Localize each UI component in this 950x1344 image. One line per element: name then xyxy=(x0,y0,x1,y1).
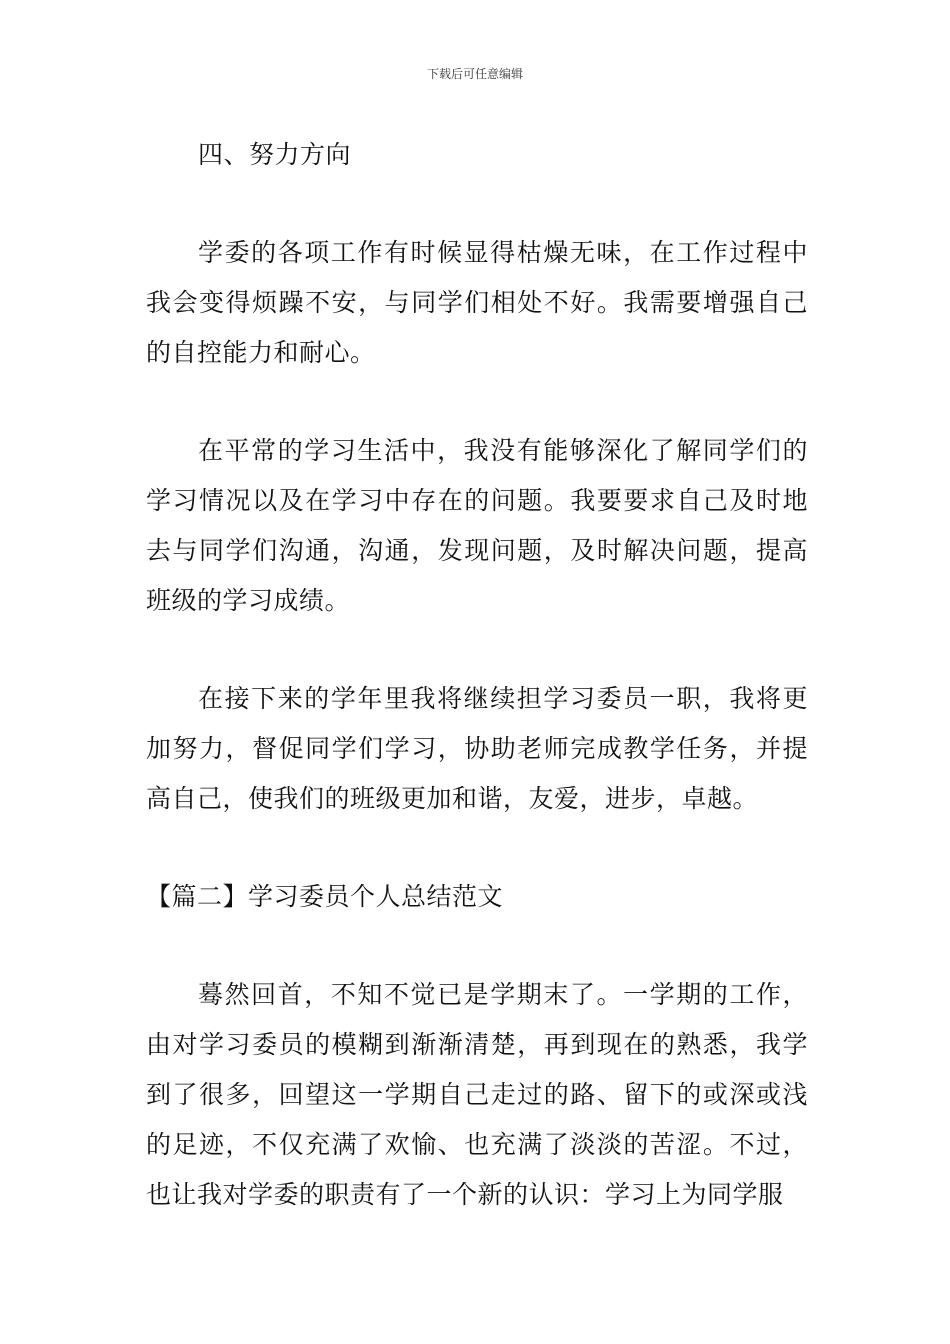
page-header-note: 下载后可任意编辑 xyxy=(426,67,523,81)
paragraph-looking-back: 蓦然回首，不知不觉已是学期末了。一学期的工作，由对学习委员的模糊到渐渐清楚，再到现在的熟悉，我学到了很多，回望这一学期自己走过的路、留下的或深或浅的足迹，不仅充满了欢愉、也充满了淡淡的苦涩。不过，也让我对学委的职责有了一个新的认识：学习上为同学服 xyxy=(146,980,808,1209)
paragraph-self-control: 学委的各项工作有时候显得枯燥无味，在工作过程中我会变得烦躁不安，与同学们相处不好。我需要增强自己的自控能力和耐心。 xyxy=(146,238,808,367)
article-title: 【篇二】学习委员个人总结范文 xyxy=(146,882,504,911)
paragraph-communication: 在平常的学习生活中，我没有能够深化了解同学们的学习情况以及在学习中存在的问题。我要要求自己及时地去与同学们沟通，沟通，发现问题，及时解决问题，提高班级的学习成绩。 xyxy=(146,436,808,615)
paragraph-next-year: 在接下来的学年里我将继续担学习委员一职，我将更加努力，督促同学们学习，协助老师完成教学任务，并提高自己，使我们的班级更加和谐，友爱，进步，卓越。 xyxy=(146,684,808,813)
document-body xyxy=(146,130,808,1220)
section-heading: 四、努力方向 xyxy=(198,140,352,169)
